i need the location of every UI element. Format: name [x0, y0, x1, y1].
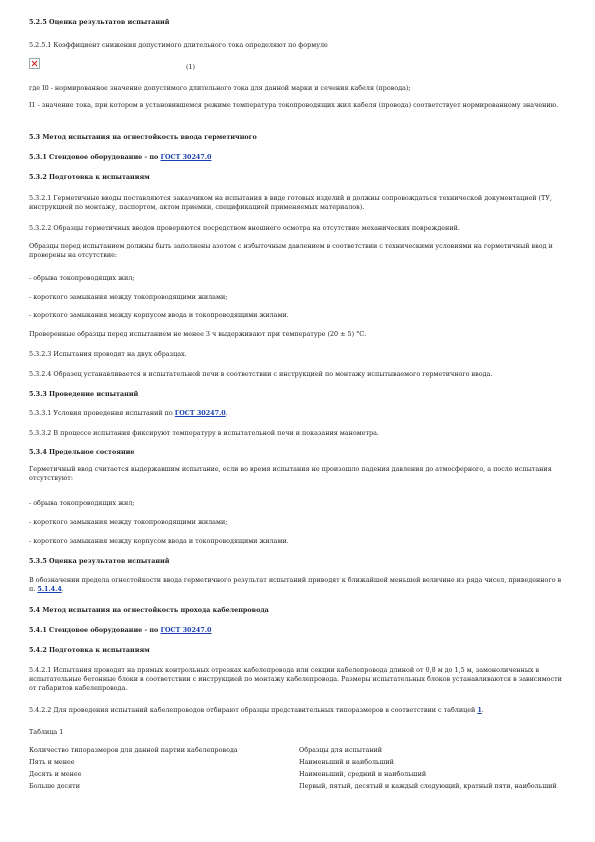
- paragraph-5-4-2-1: 5.4.2.1 Испытания проводят на прямых контрольных отрезках кабелепровода или секции кабелепровода длиной от 0,8 м до 1,5 м, замоноличенных в испытательные бетонные блоки в соответствии с инструкцией по монтажу кабелепровода. Размеры испытательных блоков устанавливаются в зависимости от габаритов кабелепровода.: [29, 666, 562, 692]
- definition-i0: где I0 - нормированное значение допустимого длительного тока для данной марки и сечения кабеля (провода);: [29, 84, 411, 92]
- paragraph-5-4-2-2: [29, 706, 569, 715]
- period: .: [225, 409, 228, 417]
- list-item-short-body-2: - короткого замыкания между корпусом ввода и токопроводящими жилами.: [29, 537, 289, 545]
- table-cell: Первый, пятый, десятый и каждый следующий, кратный пяти, наибольший: [299, 782, 557, 790]
- section-heading-5-3-3: 5.3.3 Проведение испытаний: [29, 390, 139, 398]
- paragraph-5-3-2-4: 5.3.2.4 Образец устанавливается в испытательной печи в соответствии с инструкцией по монтажу испытываемого герметичного ввода.: [29, 370, 493, 378]
- table-header-cell: Образцы для испытаний: [299, 746, 383, 754]
- table-cell: Наименьший, средний и наибольший: [299, 770, 427, 778]
- table-link[interactable]: 1: [477, 706, 482, 714]
- paragraph-text: 5.4.2.2 Для проведения испытаний кабелепроводов отбирают образцы представительных типоразмеров в соответствии с таблицей: [29, 706, 478, 714]
- section-heading-5-4: 5.4 Метод испытания на огнестойкость прохода кабелепровода: [29, 606, 269, 614]
- list-item-short-cores: - короткого замыкания между токопроводящими жилами;: [29, 293, 228, 301]
- period: .: [61, 585, 64, 593]
- gost-link[interactable]: ГОСТ 30247.0: [174, 409, 226, 417]
- table-cell: Наименьший и наибольший: [299, 758, 394, 766]
- table-row: [29, 782, 569, 794]
- table-cell: Больше десяти: [29, 782, 80, 790]
- formula-number: (1): [186, 63, 196, 71]
- section-heading-5-3-5: 5.3.5 Оценка результатов испытаний: [29, 557, 170, 565]
- gost-link[interactable]: ГОСТ 30247.0: [160, 153, 212, 161]
- definition-i1: I1 - значение тока, при котором в установившемся режиме температура токопроводящих жил кабеля (провода) соответствует нормированному значению.: [29, 101, 559, 109]
- list-item-break: - обрыва токопроводящих жил;: [29, 274, 135, 282]
- paragraph-text: 5.4.1 Стендовое оборудование - по: [29, 626, 161, 634]
- paragraph-conditioning: Проверенные образцы перед испытанием не менее 3 ч выдерживают при температуре (20 ± 5) °С.: [29, 330, 367, 338]
- table-header-row: [29, 746, 569, 758]
- table-header-cell: Количество типоразмеров для данной партии кабелепровода: [29, 746, 238, 754]
- paragraph-5-3-3-1: [29, 409, 569, 418]
- list-item-short-body: - короткого замыкания между корпусом ввода и токопроводящими жилами.: [29, 311, 289, 319]
- paragraph-5-3-2-3: 5.3.2.3 Испытания проводят на двух образцах.: [29, 350, 187, 358]
- broken-image-icon: [29, 58, 40, 69]
- paragraph-samples: Образцы перед испытанием должны быть заполнены азотом с избыточным давлением в соответствии с техническими условиями на герметичный ввод и проверены на отсутствие:: [29, 242, 553, 259]
- paragraph-evaluation: [29, 576, 569, 594]
- paragraph-text: 5.3.1 Стендовое оборудование - по: [29, 153, 161, 161]
- section-heading-5-3-4: 5.3.4 Предельное состояние: [29, 448, 135, 456]
- paragraph-limit-state: Герметичный ввод считается выдержавшим испытание, если во время испытания не произошло падения давления до атмосферного, а после испытания отсутствуют:: [29, 465, 552, 482]
- table-row: [29, 770, 569, 782]
- paragraph-5-3-2-2: 5.3.2.2 Образцы герметичных вводов проверяются посредством внешнего осмотра на отсутствие механических повреждений.: [29, 224, 460, 232]
- paragraph-text: В обозначении предела огнестойкости ввода герметичного результат испытаний приводят к ближайшей меньшей величине из ряда чисел, приведенного в п.: [29, 576, 562, 593]
- section-heading-5-2-5: 5.2.5 Оценка результатов испытаний: [29, 18, 170, 26]
- paragraph-5-3-3-2: 5.3.3.2 В процессе испытания фиксируют температуру в испытательной печи и показания манометра.: [29, 429, 379, 437]
- list-item-break-2: - обрыва токопроводящих жил;: [29, 499, 135, 507]
- section-link-5-1-4-4[interactable]: 5.1.4.4: [37, 585, 62, 593]
- section-heading-5-4-2: 5.4.2 Подготовка к испытаниям: [29, 646, 150, 654]
- section-heading-5-3-2: 5.3.2 Подготовка к испытаниям: [29, 173, 150, 181]
- paragraph-text: 5.3.3.1 Условия проведения испытаний по: [29, 409, 175, 417]
- paragraph-5-3-2-1: 5.3.2.1 Герметичные вводы поставляются заказчиком на испытания в виде готовых изделий и должны сопровождаться технической документацией (ТУ, инструкцией по монтажу, паспортом, актом приемки, спецификацией применяемых материалов).: [29, 194, 552, 211]
- gost-link[interactable]: ГОСТ 30247.0: [160, 626, 212, 634]
- samples-table: [29, 746, 569, 794]
- table-cell: Десять и менее: [29, 770, 82, 778]
- table-caption: Таблица 1: [29, 728, 64, 736]
- list-item-short-cores-2: - короткого замыкания между токопроводящими жилами;: [29, 518, 228, 526]
- paragraph-5-3-1: [29, 153, 569, 162]
- section-heading-5-3: 5.3 Метод испытания на огнестойкость ввода герметичного: [29, 133, 257, 141]
- period: .: [481, 706, 484, 714]
- paragraph-5-4-1: [29, 626, 569, 635]
- table-cell: Пять и менее: [29, 758, 75, 766]
- paragraph-5-2-5-1: 5.2.5.1 Коэффициент снижения допустимого длительного тока определяют по формуле: [29, 41, 328, 49]
- table-row: [29, 758, 569, 770]
